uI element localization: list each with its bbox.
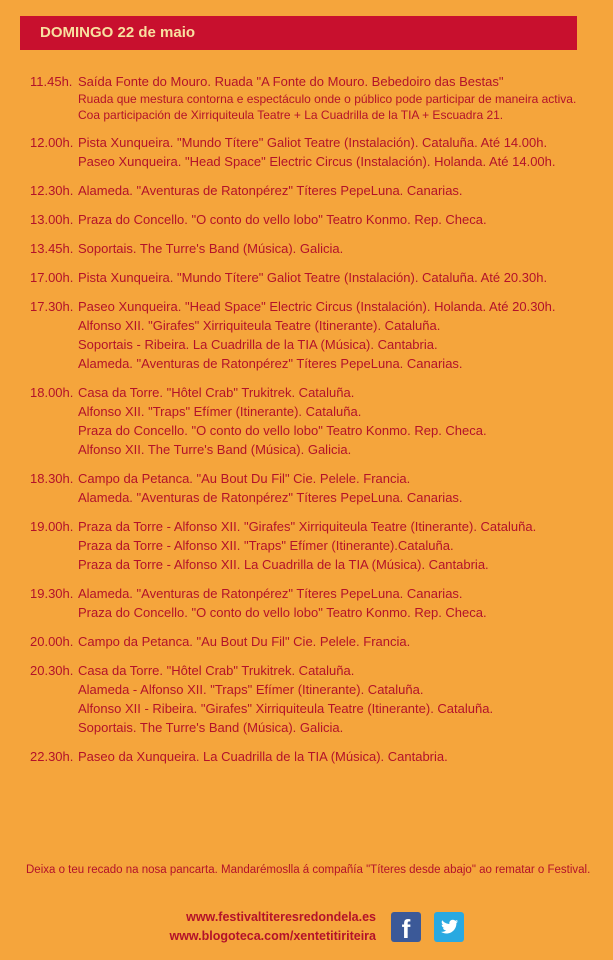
slot-time: 12.30h. <box>30 183 74 198</box>
slot-time: 17.00h. <box>30 270 74 285</box>
schedule-row <box>30 555 600 574</box>
schedule-slot <box>30 383 600 459</box>
schedule-row <box>30 488 600 507</box>
schedule-slot <box>30 661 600 737</box>
slot-event: Praza da Torre - Alfonso XII. "Traps" Efímer (Itinerante).Cataluña. <box>78 538 454 553</box>
schedule-row <box>30 680 600 699</box>
slot-event: Soportais - Ribeira. La Cuadrilla de la TIA (Música). Cantabria. <box>78 337 438 352</box>
time-spacer <box>30 699 78 718</box>
slot-time: 20.30h. <box>30 663 74 678</box>
slot-event: Alfonso XII. The Turre's Band (Música). Galicia. <box>78 442 352 457</box>
slot-event: Alameda. "Aventuras de Ratonpérez" Títeres PepeLuna. Canarias. <box>78 183 463 198</box>
schedule-row <box>30 402 600 421</box>
slot-event: Praza da Torre - Alfonso XII. "Girafes" Xirriquiteula Teatre (Itinerante). Cataluña. <box>78 519 537 534</box>
schedule-slot <box>30 297 600 373</box>
slot-event: Soportais. The Turre's Band (Música). Galicia. <box>78 720 344 735</box>
time-spacer <box>30 718 78 737</box>
time-spacer <box>30 421 78 440</box>
schedule-slot <box>30 469 600 507</box>
schedule-row <box>30 632 600 651</box>
slot-note: Coa participación de Xirriquiteula Teatre + La Cuadrilla de la TIA + Escuadra 21. <box>78 108 504 122</box>
slot-time: 13.45h. <box>30 241 74 256</box>
schedule-row <box>30 316 600 335</box>
slot-event: Alfonso XII - Ribeira. "Girafes" Xirriquiteula Teatre (Itinerante). Cataluña. <box>78 701 494 716</box>
slot-event: Alameda - Alfonso XII. "Traps" Efímer (Itinerante). Cataluña. <box>78 682 424 697</box>
schedule-slot <box>30 632 600 651</box>
slot-time: 19.30h. <box>30 586 74 601</box>
schedule-row <box>30 603 600 622</box>
slot-event: Casa da Torre. "Hôtel Crab" Trukitrek. Cataluña. <box>78 663 355 678</box>
slot-event: Praza do Concello. "O conto do vello lobo" Teatro Konmo. Rep. Checa. <box>78 423 487 438</box>
schedule-slot <box>30 133 600 171</box>
day-banner <box>20 16 577 50</box>
schedule-row <box>30 239 600 258</box>
time-spacer <box>30 555 78 574</box>
day-title: DOMINGO 22 de maio <box>40 24 196 41</box>
slot-time: 20.00h. <box>30 634 74 649</box>
schedule-row <box>30 354 600 373</box>
schedule-row <box>30 268 600 287</box>
schedule-slot <box>30 584 600 622</box>
time-spacer <box>30 316 78 335</box>
schedule-row <box>30 297 600 316</box>
time-spacer <box>30 354 78 373</box>
schedule-row <box>30 210 600 229</box>
schedule-row <box>30 72 600 91</box>
schedule-slot <box>30 72 600 123</box>
schedule-row <box>30 440 600 459</box>
schedule-row <box>30 152 600 171</box>
slot-time: 17.30h. <box>30 299 74 314</box>
schedule-slot <box>30 517 600 574</box>
time-spacer <box>30 680 78 699</box>
slot-event: Praza da Torre - Alfonso XII. La Cuadrilla de la TIA (Música). Cantabria. <box>78 557 489 572</box>
footer-links <box>168 908 376 946</box>
slot-event: Pista Xunqueira. "Mundo Títere" Galiot Teatre (Instalación). Cataluña. Até 14.00h. <box>78 135 548 150</box>
slot-event: Praza do Concello. "O conto do vello lobo" Teatro Konmo. Rep. Checa. <box>78 605 487 620</box>
schedule-list <box>30 72 600 776</box>
schedule-row <box>30 718 600 737</box>
time-spacer <box>30 488 78 507</box>
schedule-row <box>30 421 600 440</box>
schedule-slot <box>30 747 600 766</box>
slot-time: 11.45h. <box>30 74 73 89</box>
schedule-row <box>30 181 600 200</box>
slot-event: Soportais. The Turre's Band (Música). Galicia. <box>78 241 344 256</box>
slot-event: Pista Xunqueira. "Mundo Títere" Galiot Teatre (Instalación). Cataluña. Até 20.30h. <box>78 270 548 285</box>
slot-event: Casa da Torre. "Hôtel Crab" Trukitrek. Cataluña. <box>78 385 355 400</box>
slot-event: Praza do Concello. "O conto do vello lobo" Teatro Konmo. Rep. Checa. <box>78 212 487 227</box>
slot-event: Alameda. "Aventuras de Ratonpérez" Títeres PepeLuna. Canarias. <box>78 490 463 505</box>
twitter-icon[interactable] <box>434 912 464 942</box>
slot-note: Ruada que mestura contorna e espectáculo onde o público pode participar de maneira activa. <box>78 92 577 106</box>
slot-time: 18.30h. <box>30 471 74 486</box>
schedule-slot <box>30 210 600 229</box>
schedule-row <box>30 517 600 536</box>
slot-time: 19.00h. <box>30 519 74 534</box>
slot-time: 18.00h. <box>30 385 74 400</box>
footer-note: Deixa o teu recado na nosa pancarta. Mandarémoslla á compañía "Títeres desde abajo" ao rematar o Festival. <box>26 864 591 876</box>
schedule-row <box>30 133 600 152</box>
festival-website-link[interactable]: www.festivaltiteresredondela.es <box>186 910 376 924</box>
schedule-row <box>30 383 600 402</box>
schedule-row <box>30 536 600 555</box>
schedule-row <box>30 699 600 718</box>
time-spacer <box>30 536 78 555</box>
time-spacer <box>30 335 78 354</box>
schedule-row <box>30 584 600 603</box>
slot-event: Paseo Xunqueira. "Head Space" Electric Circus (Instalación). Holanda. Até 20.30h. <box>78 299 556 314</box>
slot-event: Campo da Petanca. "Au Bout Du Fil" Cie. Pelele. Francia. <box>78 634 411 649</box>
slot-event: Alfonso XII. "Traps" Efímer (Itinerante). Cataluña. <box>78 404 362 419</box>
slot-event: Alameda. "Aventuras de Ratonpérez" Títeres PepeLuna. Canarias. <box>78 356 463 371</box>
slot-event: Alfonso XII. "Girafes" Xirriquiteula Teatre (Itinerante). Cataluña. <box>78 318 441 333</box>
schedule-row <box>30 747 600 766</box>
time-spacer <box>30 152 78 171</box>
schedule-slot <box>30 181 600 200</box>
time-spacer <box>30 440 78 459</box>
facebook-icon[interactable]: f <box>391 912 421 942</box>
slot-event: Alameda. "Aventuras de Ratonpérez" Títeres PepeLuna. Canarias. <box>78 586 463 601</box>
blog-link[interactable]: www.blogoteca.com/xentetitiriteira <box>169 929 376 943</box>
schedule-row <box>30 469 600 488</box>
schedule-slot <box>30 268 600 287</box>
slot-event: Campo da Petanca. "Au Bout Du Fil" Cie. Pelele. Francia. <box>78 471 411 486</box>
time-spacer <box>30 402 78 421</box>
time-spacer <box>30 603 78 622</box>
slot-event: Paseo Xunqueira. "Head Space" Electric Circus (Instalación). Holanda. Até 14.00h. <box>78 154 556 169</box>
slot-event: Paseo da Xunqueira. La Cuadrilla de la TIA (Música). Cantabria. <box>78 749 448 764</box>
slot-time: 13.00h. <box>30 212 74 227</box>
slot-time: 22.30h. <box>30 749 74 764</box>
schedule-slot <box>30 239 600 258</box>
schedule-row <box>30 335 600 354</box>
slot-event: Saída Fonte do Mouro. Ruada "A Fonte do Mouro. Bebedoiro das Bestas" <box>78 74 504 89</box>
schedule-row <box>30 661 600 680</box>
slot-time: 12.00h. <box>30 135 74 150</box>
